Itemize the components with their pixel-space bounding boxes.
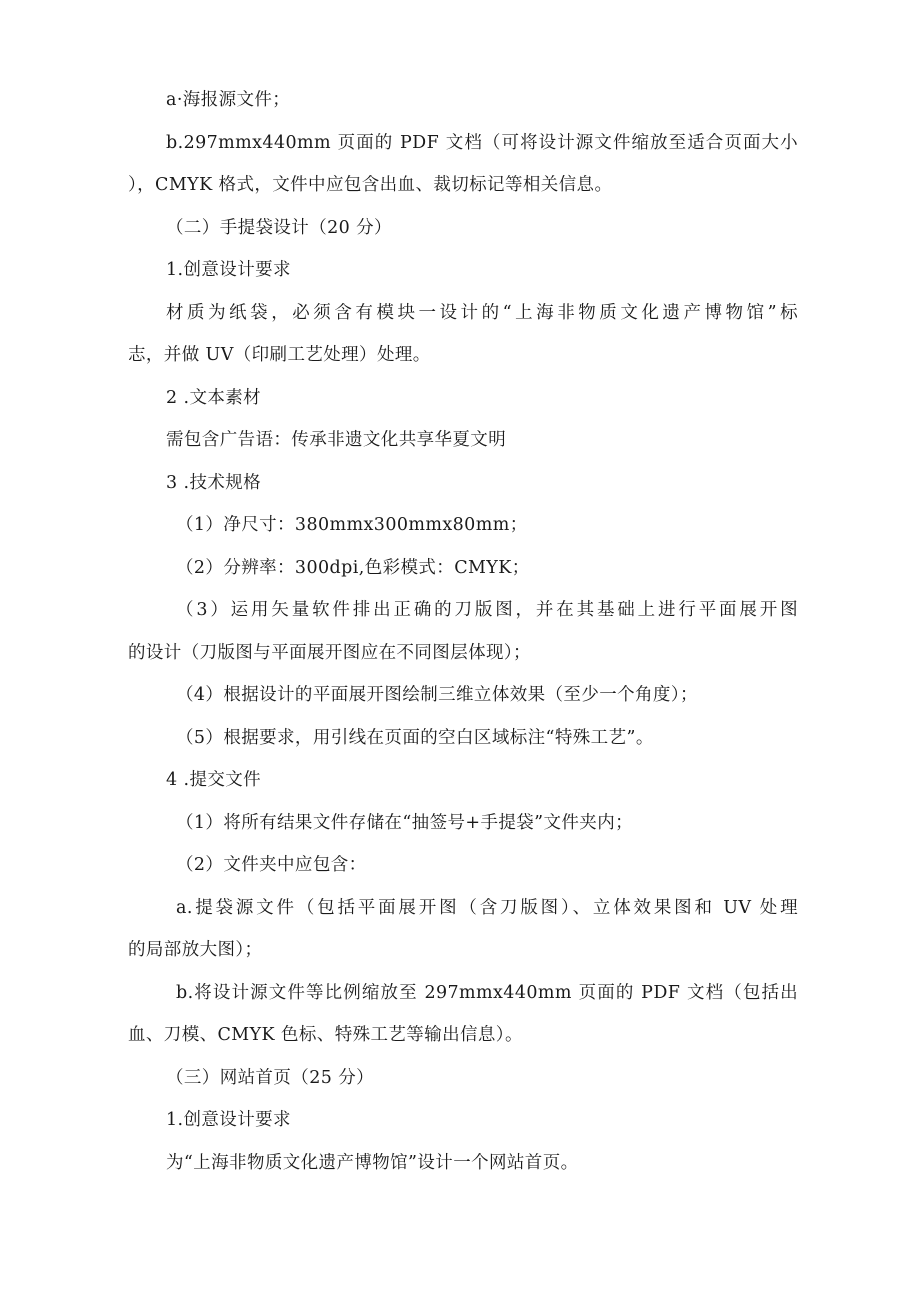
list-item: （1）净尺寸：380mmx300mmx80mm； bbox=[176, 515, 528, 535]
list-item: （1）将所有结果文件存储在“抽签号+手提袋”文件夹内； bbox=[176, 813, 633, 833]
list-item: （3）运用矢量软件排出正确的刀版图，并在其基础上进行平面展开图 bbox=[176, 600, 798, 620]
subsection-heading: 4 .提交文件 bbox=[166, 770, 262, 790]
text-line: a·海报源文件； bbox=[166, 90, 291, 110]
text-line: ），CMYK 格式，文件中应包含出血、裁切标记等相关信息。 bbox=[128, 175, 613, 195]
text-line: 志，并做 UV（印刷工艺处理）处理。 bbox=[128, 345, 431, 365]
text-line: 血、刀模、CMYK 色标、特殊工艺等输出信息）。 bbox=[128, 1025, 523, 1045]
subsection-heading: 2 .文本素材 bbox=[166, 388, 262, 408]
text-line: 为“上海非物质文化遗产博物馆”设计一个网站首页。 bbox=[166, 1153, 579, 1173]
list-item: （2）分辨率：300dpi,色彩模式：CMYK； bbox=[176, 558, 530, 578]
list-item: （2）文件夹中应包含： bbox=[176, 855, 367, 875]
list-item: （4）根据设计的平面展开图绘制三维立体效果（至少一个角度）； bbox=[176, 685, 698, 705]
subsection-heading: 1.创意设计要求 bbox=[166, 260, 291, 280]
text-line: b.将设计源文件等比例缩放至 297mmx440mm 页面的 PDF 文档（包括出 bbox=[176, 983, 798, 1003]
text-line: 的局部放大图）； bbox=[128, 940, 263, 960]
text-line: 需包含广告语：传承非遗文化共享华夏文明 bbox=[166, 430, 507, 450]
section-heading: （二）手提袋设计（20 分） bbox=[166, 218, 392, 238]
subsection-heading: 3 .技术规格 bbox=[166, 473, 262, 493]
text-line: 材质为纸袋，必须含有模块一设计的“上海非物质文化遗产博物馆”标 bbox=[166, 303, 798, 323]
text-line: a.提袋源文件（包括平面展开图（含刀版图）、立体效果图和 UV 处理 bbox=[176, 898, 798, 918]
section-heading: （三）网站首页（25 分） bbox=[166, 1068, 375, 1088]
subsection-heading: 1.创意设计要求 bbox=[166, 1110, 291, 1130]
list-item: （5）根据要求，用引线在页面的空白区域标注“特殊工艺”。 bbox=[176, 728, 654, 748]
text-line: b.297mmx440mm 页面的 PDF 文档（可将设计源文件缩放至适合页面大小 bbox=[166, 133, 798, 153]
text-line: 的设计（刀版图与平面展开图应在不同图层体现）； bbox=[128, 643, 531, 663]
